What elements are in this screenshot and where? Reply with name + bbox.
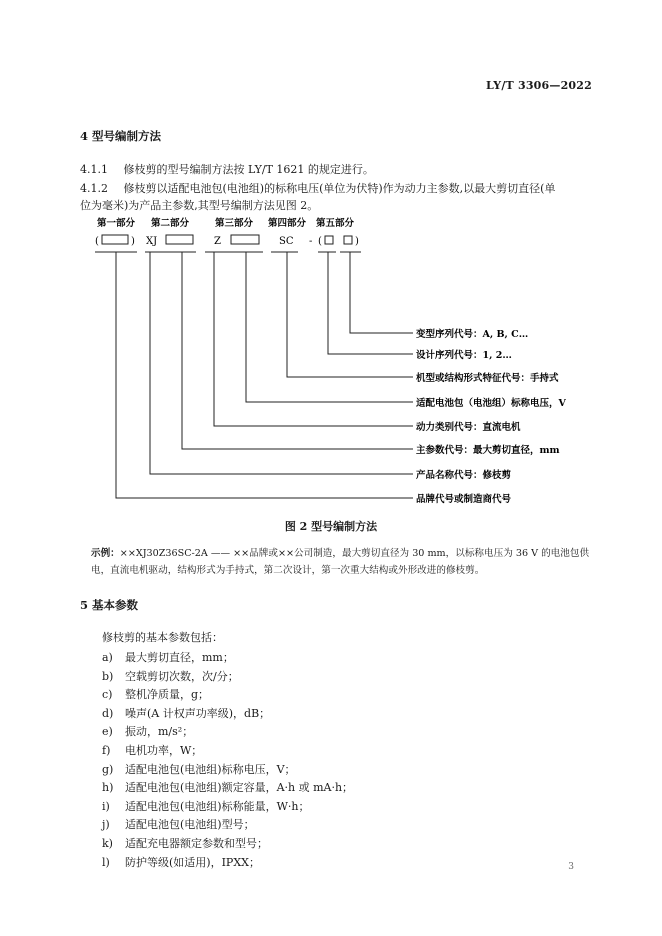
close-paren: ) <box>131 236 135 247</box>
code-label-power-type: 动力类别代号：直流电机 <box>416 422 521 433</box>
figure-caption: 图 2 型号编制方法 <box>284 520 378 533</box>
section-5-title: 5 基本参数 <box>80 598 139 612</box>
clause-4-1-2-cont: 位为毫米)为产品主参数,其型号编制方法见图 2。 <box>80 199 319 212</box>
list-item: d) 噪声(A 计权声功率级)，dB； <box>102 707 271 720</box>
placeholder-box <box>344 236 352 244</box>
list-item: f) 电机功率，W； <box>102 744 203 757</box>
code-label-structure: 机型或结构形式特征代号：手持式 <box>416 373 559 384</box>
code-xj: XJ <box>146 236 158 247</box>
clause-4-1-2 <box>80 181 555 196</box>
list-item: c) 整机净质量，g； <box>102 688 210 701</box>
list-item: b) 空载剪切次数，次/分； <box>102 670 239 683</box>
list-item: k) 适配充电器额定参数和型号； <box>102 837 268 850</box>
model-code-diagram <box>0 210 662 510</box>
example-note <box>91 545 601 579</box>
part-label: 第二部分 <box>151 218 190 229</box>
placeholder-box <box>325 236 333 244</box>
list-item: l) 防护等级(如适用)，IPXX； <box>102 856 260 869</box>
list-item: j) 适配电池包(电池组)型号； <box>102 818 255 831</box>
section-4-title: 4 型号编制方法 <box>80 129 162 143</box>
code-sc: SC <box>279 236 294 247</box>
open-paren: ( <box>318 236 322 247</box>
close-paren: ) <box>355 236 359 247</box>
page-number: 3 <box>568 862 574 872</box>
code-label-main-param: 主参数代号：最大剪切直径，mm <box>416 445 560 456</box>
placeholder-box <box>166 235 193 244</box>
code-label-variant: 变型序列代号：A, B, C… <box>416 329 529 340</box>
clause-number: 4.1.1 <box>80 163 108 176</box>
open-paren: ( <box>95 236 99 247</box>
clause-4-1-1 <box>80 162 374 177</box>
placeholder-box <box>102 235 128 244</box>
leader-lines <box>116 252 413 498</box>
list-item: h) 适配电池包(电池组)额定容量，A·h 或 mA·h； <box>102 781 354 794</box>
code-label-brand: 品牌代号或制造商代号 <box>416 494 512 505</box>
part-label: 第四部分 <box>268 218 307 229</box>
list-item: e) 振动，m/s²； <box>102 725 194 738</box>
code-label-product-name: 产品名称代号：修枝剪 <box>416 470 512 481</box>
code-z: Z <box>214 236 221 247</box>
part-label: 第三部分 <box>215 218 254 229</box>
code-label-voltage: 适配电池包（电池组）标称电压，V <box>416 398 566 409</box>
clause-text-line1: 修枝剪以适配电池包(电池组)的标称电压(单位为伏特)作为动力主参数,以最大剪切直径(单 <box>123 182 556 195</box>
list-item: g) 适配电池包(电池组)标称电压，V； <box>102 763 296 776</box>
list-item: a) 最大剪切直径，mm； <box>102 651 234 664</box>
clause-text: 修枝剪的型号编制方法按 LY/T 1621 的规定进行。 <box>123 163 374 176</box>
code-dash: - <box>309 236 313 247</box>
list-item: i) 适配电池包(电池组)标称能量，W·h； <box>102 800 310 813</box>
part-label: 第五部分 <box>316 218 355 229</box>
code-label-design: 设计序列代号：1, 2… <box>416 350 512 361</box>
placeholder-box <box>231 235 259 244</box>
example-label: 示例： <box>91 548 120 559</box>
standard-number: LY/T 3306—2022 <box>486 79 592 92</box>
example-text: ××XJ30Z36SC-2A —— ××品牌或××公司制造，最大剪切直径为 30 mm，以标称电压为 36 V 的电池包供电，直流电机驱动，结构形式为手持式，第二次设计，第一次重大结构或外形改进的修枝剪。 <box>91 548 590 576</box>
params-intro: 修枝剪的基本参数包括： <box>102 631 223 644</box>
clause-number: 4.1.2 <box>80 182 108 195</box>
part-label: 第一部分 <box>97 218 136 229</box>
